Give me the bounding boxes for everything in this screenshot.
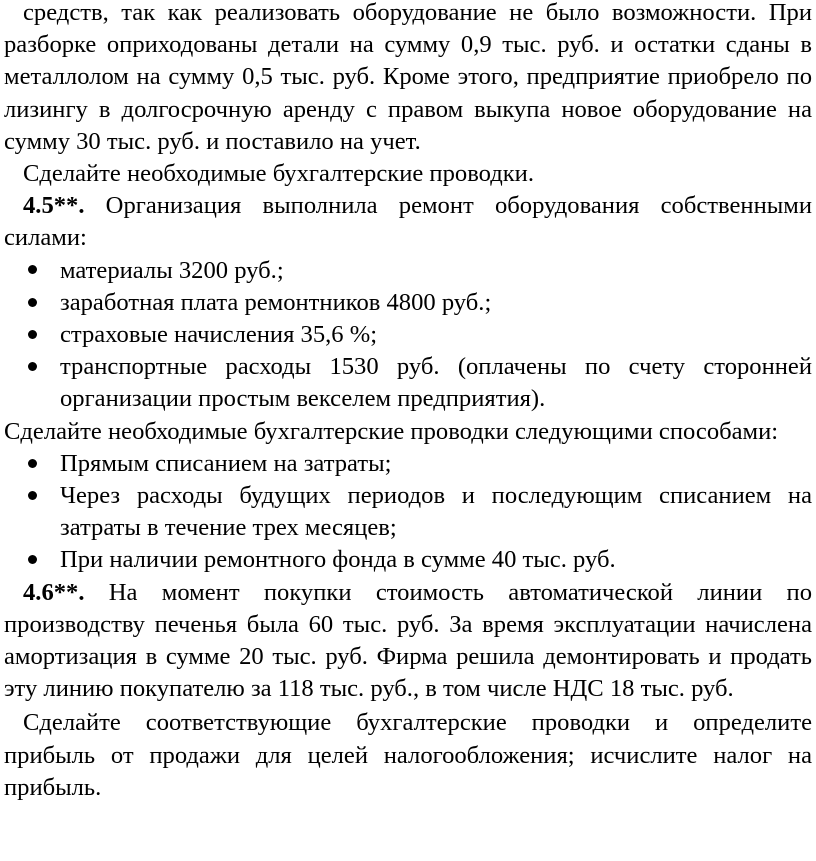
task-4-5-number: 4.5**. [23, 192, 85, 220]
task-4-5-text: Организация выполнила ремонт оборудования собственными силами: [4, 192, 812, 252]
task-4-5-methods-list [4, 448, 812, 577]
bullet-icon [28, 544, 42, 576]
list-item-text: страховые начисления 35,6 %; [60, 321, 378, 349]
bullet-icon [28, 287, 42, 319]
list-item [4, 351, 812, 415]
task-4-6-intro [4, 577, 812, 706]
paragraph-instruction: Сделайте необходимые бухгалтерские проводки. [23, 160, 534, 188]
list-item-text: При наличии ремонтного фонда в сумме 40 тыс. руб. [60, 546, 616, 574]
bullet-icon [28, 255, 42, 287]
list-item [4, 287, 812, 319]
list-item [4, 544, 812, 576]
bullet-icon [28, 351, 42, 383]
list-item-text: материалы 3200 руб.; [60, 256, 284, 284]
list-item [4, 480, 812, 544]
bullet-icon [28, 448, 42, 480]
list-item-text: заработная плата ремонтников 4800 руб.; [60, 288, 492, 316]
paragraph-continuation: средств, так как реализовать оборудование не было возможности. При разборке оприходованы детали на сумму 0,9 тыс. руб. и остатки сданы в металлолом на сумму 0,5 тыс. руб. Кроме этого, предприятие приобрело по лизингу в долгосрочную аренду с правом выкупа новое оборудование на сумму 30 тыс. руб. и поставило на учет. [4, 0, 812, 155]
list-item [4, 255, 812, 287]
list-item [4, 448, 812, 480]
bullet-icon [28, 319, 42, 351]
bullet-icon [28, 480, 42, 512]
task-4-5-cost-list [4, 255, 812, 416]
list-item-text: транспортные расходы 1530 руб. (оплачены по счету сторонней организации простым векселем предприятия). [60, 353, 812, 413]
list-item-text: Через расходы будущих периодов и последующим списанием на затраты в течение трех месяцев; [60, 482, 812, 542]
list-item-text: Прямым списанием на затраты; [60, 449, 392, 477]
task-4-5-instruction: Сделайте необходимые бухгалтерские проводки следующими способами: [4, 417, 779, 445]
task-4-5-intro [4, 190, 812, 254]
task-4-6-text: На момент покупки стоимость автоматической линии по производству печенья была 60 тыс. руб. За время эксплуатации начислена амортизация в сумме 20 тыс. руб. Фирма решила демонтировать и продать эту линию покупателю за 118 тыс. руб., в том числе НДС 18 тыс. руб. [4, 578, 812, 703]
task-4-6-number: 4.6**. [23, 578, 85, 606]
list-item [4, 319, 812, 351]
task-4-6-instruction: Сделайте соответствующие бухгалтерские проводки и определите прибыль от продажи для целей налогообложения; исчислите налог на прибыль. [4, 709, 812, 801]
